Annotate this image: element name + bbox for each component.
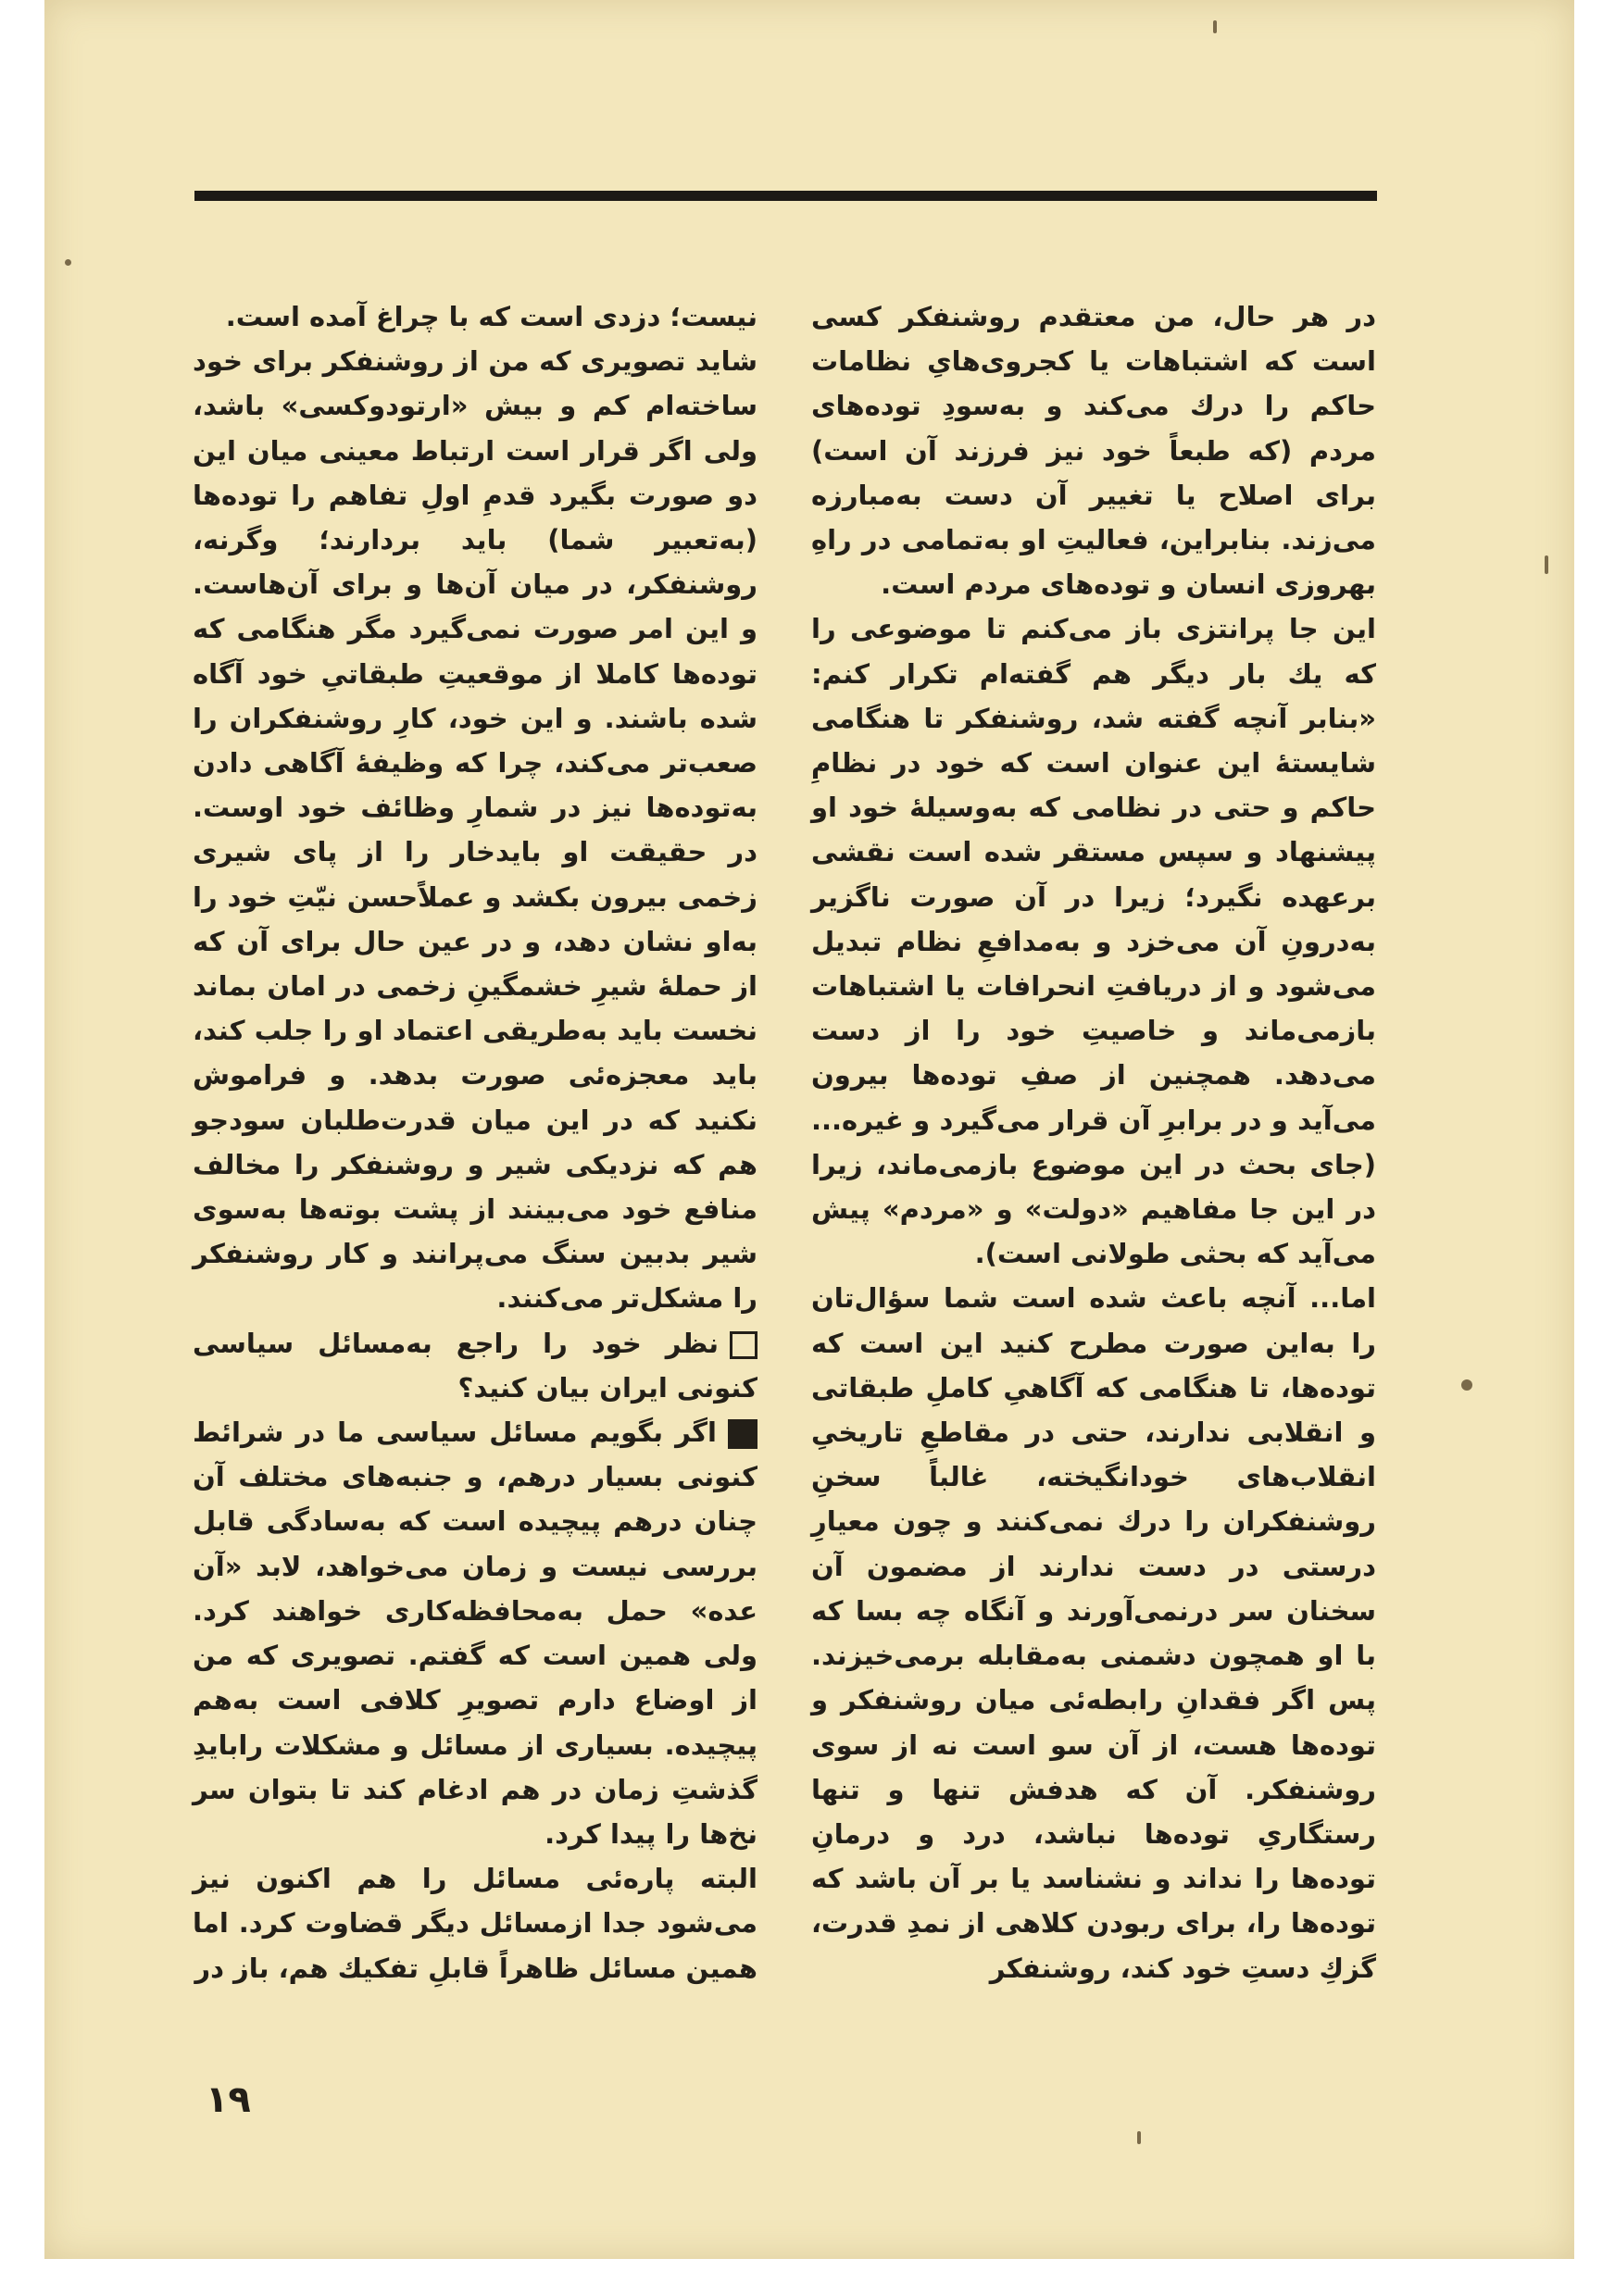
- paper-speck: [1461, 1379, 1472, 1391]
- page-number: ۱۹: [206, 2078, 251, 2121]
- header-rule: [194, 191, 1377, 201]
- paragraph: البته پاره‌ئی مسائل را هم اکنون نیز می‌شود جدا ازمسائل دیگر قضاوت کرد. اما همین مسائل ظاهراً قابلِ تفکیك هم، باز در: [193, 1863, 757, 1984]
- right-column: [811, 294, 1376, 2077]
- paragraph: اما... آنچه باعث شده است شما سؤال‌تان را به‌این صورت مطرح کنید این است که توده‌ها، تا هنگامی که آگاهیِ کاملِ طبقاتی و انقلابی ندارند، حتی در مقاطعِ تاریخیِ انقلاب‌های خودانگیخته، غالباً سخنِ روشنفکران را درك نمی‌کنند و چون معیارِ درستی در دست ندارند از مضمون آن سخنان سر درنمی‌آورند و آنگاه چه بسا که با او همچون دشمنی به‌مقابله برمی‌خیزند. پس اگر فقدانِ رابطه‌ئی میان روشنفکر و توده‌ها هست، از آن سو است نه از سوی روشنفکر. آن که هدفش تنها و تنها رستگاریِ توده‌ها نباشد، درد و درمانِ توده‌ها را نداند و نشناسد یا بر آن باشد که توده‌ها را، برای ربودن کلاهی از نمدِ قدرت، گزكِ دستِ خود کند، روشنفکر: [811, 1282, 1376, 1984]
- paragraph: در هر حال، من معتقدم روشنفکر کسی است که اشتباهات یا کجروی‌هایِ نظامات حاکم را درك می‌کند و به‌سودِ توده‌های مردم (که طبعاً خود نیز فرزند آن است) برای اصلاح یا تغییر آن دست به‌مبارزه می‌زند. بنابراین، فعالیتِ او به‌تمامی در راهِ بهروزی انسان و توده‌های مردم است.: [811, 301, 1376, 601]
- question-text: نظر خود را راجع به‌مسائل سیاسی کنونی ایران بیان کنید؟: [193, 1327, 757, 1404]
- filled-square-icon: [728, 1419, 757, 1449]
- answer-text: اگر بگویم مسائل سیاسی ما در شرائط کنونی بسیار درهم، و جنبه‌های مختلف آن چنان درهم پیچیده است که به‌سادگی قابل بررسی نیست و زمان می‌خواهد، لابد «آن عده» حمل به‌محافظه‌کاری خواهند کرد. ولی همین است که گفتم. تصویری که من از اوضاع دارم تصویرِ کلافی است به‌هم پیچیده. بسیاری از مسائل و مشکلات رابایدِ گذشتِ زمان در هم ادغام کند تا بتوان سر نخ‌ها را پیدا کرد.: [193, 1416, 757, 1850]
- paper-speck: [1213, 20, 1217, 33]
- paper-speck: [1545, 555, 1548, 574]
- interview-question: [193, 1321, 757, 1410]
- paragraph: این جا پرانتزی باز می‌کنم تا موضوعی را که یك بار دیگر هم گفته‌ام تکرار کنم: «بنابر آنچه گفته شد، روشنفکر تا هنگامی شایستهٔ این عنوان است که خود در نظامِ حاکم و حتی در نظامی که به‌وسیلهٔ خود او پیشنهاد و سپس مستقر شده است نقشی برعهده نگیرد؛ زیرا در آن صورت ناگزیر به‌درونِ آن می‌خزد و به‌مدافعِ نظام تبدیل می‌شود و از دریافتِ انحرافات یا اشتباهات بازمی‌ماند و خاصیتِ خود را از دست می‌دهد. همچنین از صفِ توده‌ها بیرون می‌آید و در برابرِ آن قرار می‌گیرد و غیره... (جای بحث در این موضوع بازمی‌ماند، زیرا در این جا مفاهیم «دولت» و «مردم» پیش می‌آید که بحثی طولانی است).: [811, 613, 1376, 1270]
- paragraph: نیست؛ دزدی است که با چراغ آمده است.: [225, 301, 757, 332]
- hollow-square-icon: [730, 1331, 757, 1359]
- paper-speck: [65, 259, 71, 266]
- left-column: [193, 294, 757, 2077]
- paragraph: شاید تصویری که من از روشنفکر برای خود ساخته‌ام کم و بیش «ارتودوکسی» باشد، ولی اگر قرار است ارتباط معینی میان این دو صورت بگیرد قدمِ اولِ تفاهم را توده‌ها (به‌تعبیر شما) باید بردارند؛ وگرنه، روشنفکر، در میان آن‌ها و برای آن‌هاست. و این امر صورت نمی‌گیرد مگر هنگامی که توده‌ها کاملا از موقعیتِ طبقاتیِ خود آگاه شده باشند. و این خود، کارِ روشنفکران را صعب‌تر می‌کند، چرا که وظیفهٔ آگاهی دادن به‌توده‌ها نیز در شمارِ وظائف خود اوست. در حقیقت او بایدخار را از پای شیری زخمی بیرون بکشد و عملاًحسن نیّتِ خود را به‌او نشان دهد، و در عین حال برای آن که از حملهٔ شیرِ خشمگینِ زخمی در امان بماند نخست باید به‌طریقی اعتماد او را جلب کند، باید معجزه‌ئی صورت بدهد. و فراموش نکنید که در این میان قدرت‌طلبان سودجو هم که نزدیکی شیر و روشنفکر را مخالف منافع خود می‌بینند از پشت بوته‌ها به‌سوی شیر بدبین سنگ می‌پرانند و کار روشنفکر را مشکل‌تر می‌کنند.: [193, 345, 757, 1315]
- interview-answer: [193, 1410, 757, 1856]
- paper-speck: [1137, 2131, 1141, 2144]
